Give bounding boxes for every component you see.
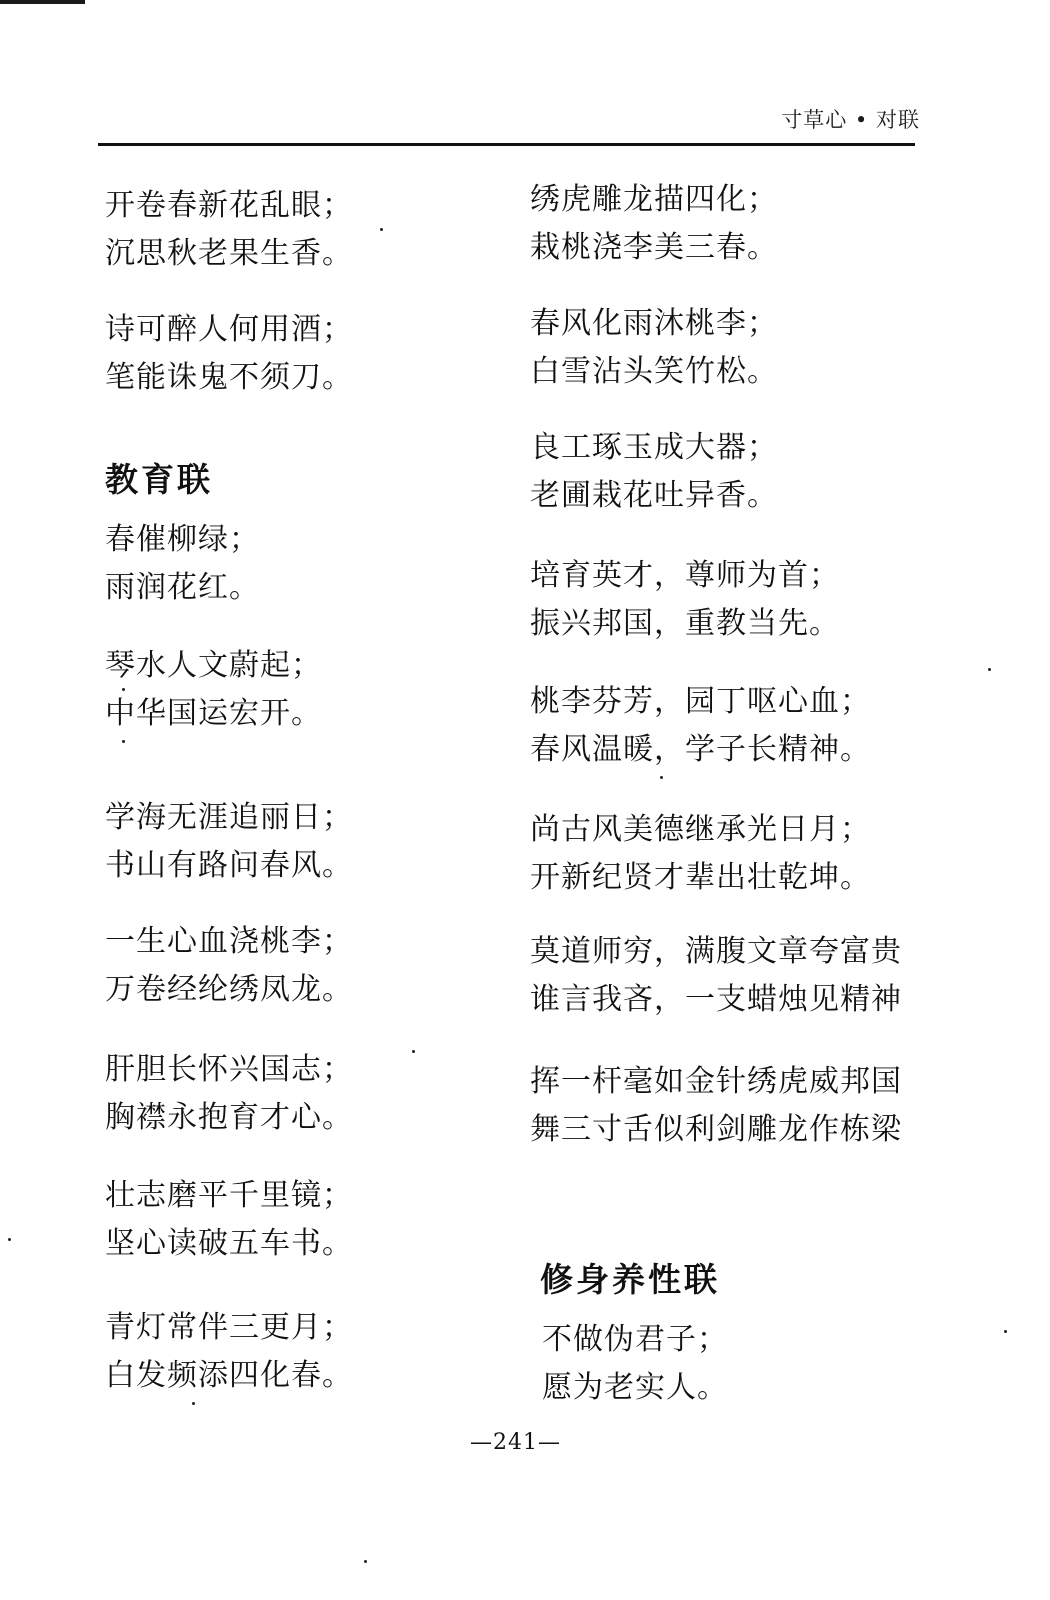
couplet [530, 176, 778, 272]
scan-speck [660, 776, 663, 779]
couplet-line-lower: 坚心读破五车书。 [105, 1226, 353, 1261]
couplet-line-lower: 沉思秋老果生香。 [105, 236, 353, 271]
couplet-line-upper: 培育英才，尊师为首； [530, 558, 840, 593]
couplet-line-upper: 绣虎雕龙描四化； [530, 182, 778, 217]
couplet-line-lower: 振兴邦国，重教当先。 [530, 606, 840, 641]
couplet [105, 1172, 353, 1268]
couplet [530, 552, 840, 648]
couplet-line-upper: 挥一杆毫如金针绣虎威邦国 [530, 1064, 902, 1099]
scan-edge-mark [0, 0, 85, 4]
couplet [105, 1046, 353, 1142]
header-rule [98, 143, 915, 146]
couplet-line-upper: 春催柳绿； [105, 522, 260, 557]
couplet [530, 1058, 902, 1154]
scan-speck [364, 1560, 367, 1563]
couplet-line-upper: 莫道师穷，满腹文章夸富贵 [530, 934, 902, 969]
couplet-line-upper: 不做伪君子； [542, 1322, 728, 1357]
couplet-line-upper: 青灯常伴三更月； [105, 1310, 353, 1345]
scan-speck [988, 668, 991, 671]
scan-speck [8, 1238, 11, 1241]
couplet [105, 1304, 353, 1400]
couplet [542, 1316, 728, 1412]
couplet-line-upper: 尚古风美德继承光日月； [530, 812, 871, 847]
scan-speck [380, 228, 383, 231]
couplet-line-lower: 春风温暖，学子长精神。 [530, 732, 871, 767]
couplet-line-upper: 琴水人文蔚起； [105, 648, 322, 683]
couplet-line-lower: 笔能诛鬼不须刀。 [105, 360, 353, 395]
couplet-line-lower: 老圃栽花吐异香。 [530, 478, 778, 513]
couplet-line-lower: 愿为老实人。 [542, 1370, 728, 1405]
couplet-line-lower: 雨润花红。 [105, 570, 260, 605]
couplet [105, 516, 260, 612]
couplet-line-upper: 开卷春新花乱眼； [105, 188, 353, 223]
couplet [530, 300, 778, 396]
couplet-line-upper: 一生心血浇桃李； [105, 924, 353, 959]
couplet [105, 794, 353, 890]
scan-speck [122, 688, 125, 691]
couplet-line-lower: 谁言我吝，一支蜡烛见精神 [530, 982, 902, 1017]
couplet-line-upper: 春风化雨沐桃李； [530, 306, 778, 341]
scan-speck [412, 1050, 415, 1053]
couplet-line-upper: 学海无涯追丽日； [105, 800, 353, 835]
couplet [530, 806, 871, 902]
couplet-line-lower: 栽桃浇李美三春。 [530, 230, 778, 265]
couplet-line-lower: 书山有路问春风。 [105, 848, 353, 883]
couplet-line-lower: 万卷经纶绣凤龙。 [105, 972, 353, 1007]
couplet-line-upper: 桃李芬芳，园丁呕心血； [530, 684, 871, 719]
couplet-line-upper: 良工琢玉成大器； [530, 430, 778, 465]
couplet-line-upper: 壮志磨平千里镜； [105, 1178, 353, 1213]
couplet [530, 928, 902, 1024]
section-title-education: 教育联 [105, 460, 213, 499]
couplet-line-lower: 中华国运宏开。 [105, 696, 322, 731]
running-header: 寸草心 • 对联 [781, 108, 920, 132]
couplet [105, 642, 322, 738]
couplet [105, 182, 353, 278]
scan-speck [1004, 1330, 1007, 1333]
couplet [530, 424, 778, 520]
couplet-line-lower: 白雪沾头笑竹松。 [530, 354, 778, 389]
couplet-line-lower: 胸襟永抱育才心。 [105, 1100, 353, 1135]
scan-speck [122, 740, 125, 743]
couplet-line-lower: 白发频添四化春。 [105, 1358, 353, 1393]
couplet-line-lower: 舞三寸舌似利剑雕龙作栋梁 [530, 1112, 902, 1147]
couplet [105, 918, 353, 1014]
couplet-line-lower: 开新纪贤才辈出壮乾坤。 [530, 860, 871, 895]
couplet [105, 306, 353, 402]
couplet [530, 678, 871, 774]
page-number: —241— [470, 1430, 561, 1455]
section-title-self-cultivation: 修身养性联 [540, 1260, 720, 1299]
couplet-line-upper: 肝胆长怀兴国志； [105, 1052, 353, 1087]
couplet-line-upper: 诗可醉人何用酒； [105, 312, 353, 347]
scan-speck [192, 1402, 195, 1405]
